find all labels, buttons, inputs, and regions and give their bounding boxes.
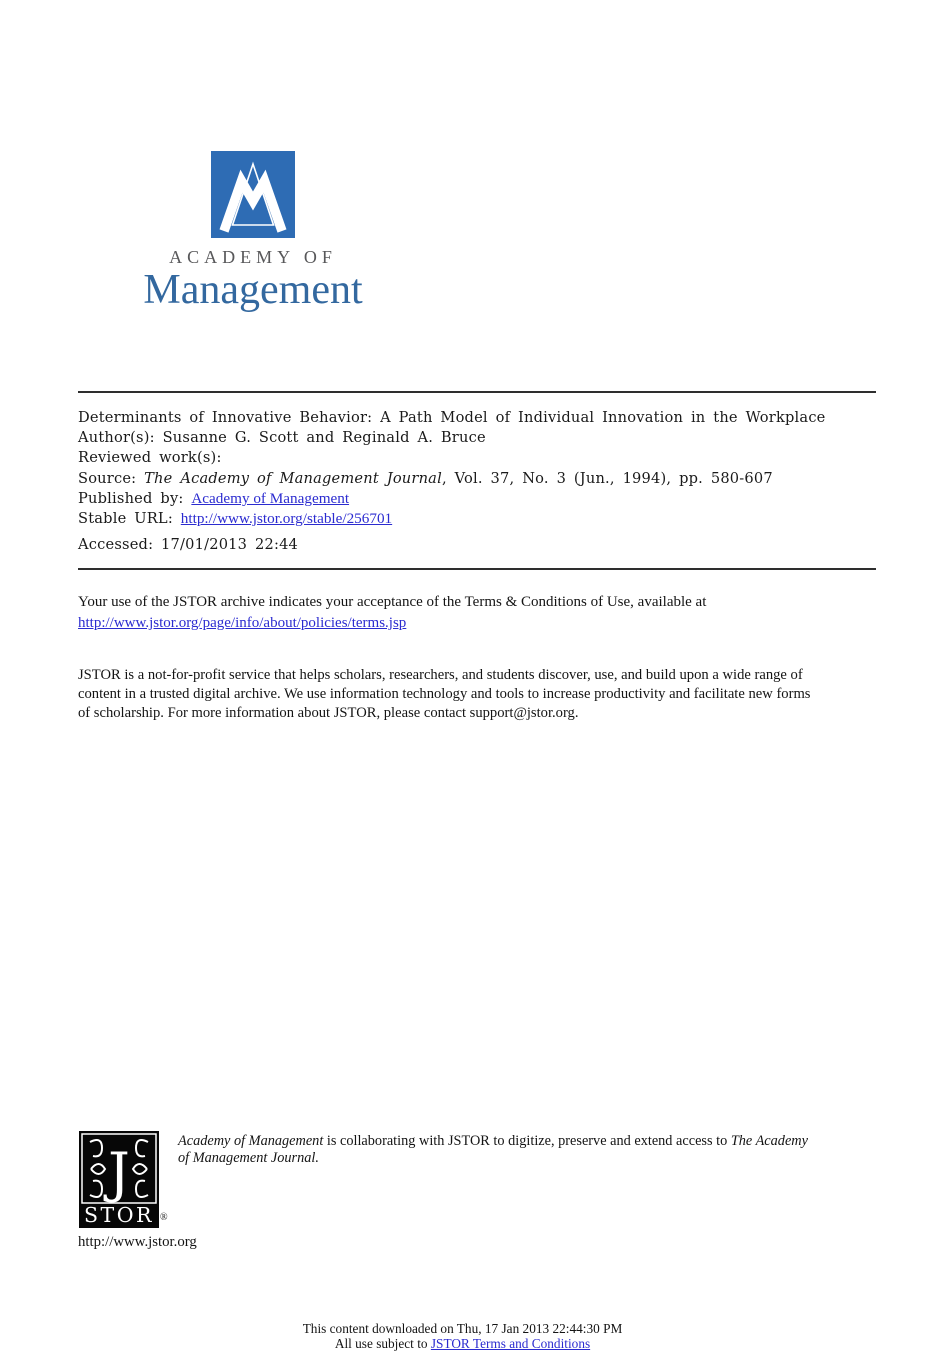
registered-trademark-symbol: ®: [160, 1212, 168, 1223]
publisher-link[interactable]: Academy of Management: [191, 489, 350, 507]
footer-terms-prefix: All use subject to: [334, 1335, 431, 1351]
collaboration-statement: [178, 1133, 878, 1166]
about-line: content in a trusted digital archive. We use information technology and tools to increase productivity and facilitate new forms: [78, 686, 811, 702]
aom-wordmark-management: Management: [143, 267, 363, 313]
about-line: JSTOR is a not-for-profit service that helps scholars, researchers, and students discover, use, and build upon a wide range of: [78, 667, 803, 683]
collab-journal-name-part1: The Academy: [730, 1133, 808, 1149]
jstor-logo-icon: [79, 1131, 159, 1228]
jstor-logo: [79, 1131, 159, 1233]
footer-terms-line: [0, 1337, 925, 1352]
article-title: Determinants of Innovative Behavior: A Path Model of Individual Innovation in the Workplace: [78, 409, 826, 426]
stable-url-label: Stable URL:: [78, 510, 181, 528]
terms-note: [78, 592, 706, 634]
terms-url-link[interactable]: http://www.jstor.org/page/info/about/policies/terms.jsp: [78, 615, 407, 631]
collab-text: is collaborating with JSTOR to digitize, preserve and extend access to: [323, 1133, 731, 1149]
about-line: of scholarship. For more information about JSTOR, please contact support@jstor.org.: [78, 705, 579, 721]
published-by-label: Published by:: [78, 489, 192, 507]
footer-terms-link[interactable]: JSTOR Terms and Conditions: [430, 1335, 591, 1351]
about-jstor-paragraph: [78, 666, 811, 723]
accessed-line: Accessed: 17/01/2013 22:44: [78, 536, 299, 554]
aom-monogram-icon: [211, 151, 295, 238]
stable-url-link[interactable]: http://www.jstor.org/stable/256701: [180, 510, 393, 528]
download-timestamp-line: This content downloaded on Thu, 17 Jan 2013 22:44:30 PM: [302, 1321, 623, 1336]
academy-of-management-logo: [140, 151, 366, 311]
jstor-logo-j-letter: J: [108, 1141, 130, 1204]
terms-text: Your use of the JSTOR archive indicates your acceptance of the Terms & Conditions of Use, available at: [78, 594, 707, 610]
collab-publisher-name: Academy of Management: [178, 1133, 324, 1149]
authors-line: Author(s): Susanne G. Scott and Reginald A. Bruce: [78, 429, 486, 447]
jstor-logo-stor-text: STOR: [84, 1203, 154, 1227]
source-journal-name: The Academy of Management Journal: [144, 469, 442, 487]
published-by-line: [78, 489, 876, 509]
source-line: [78, 469, 876, 489]
download-footer: [0, 1322, 925, 1351]
reviewed-line: Reviewed work(s):: [78, 449, 222, 467]
citation-block: [78, 391, 876, 570]
jstor-homepage-url: http://www.jstor.org: [78, 1234, 197, 1250]
stable-url-line: [78, 509, 876, 529]
collab-journal-name-part2: of Management Journal.: [178, 1149, 319, 1166]
source-volume-info: , Vol. 37, No. 3 (Jun., 1994), pp. 580-607: [441, 469, 773, 487]
source-label: Source:: [78, 469, 145, 487]
aom-wordmark-academy-of: ACADEMY OF: [169, 247, 337, 267]
